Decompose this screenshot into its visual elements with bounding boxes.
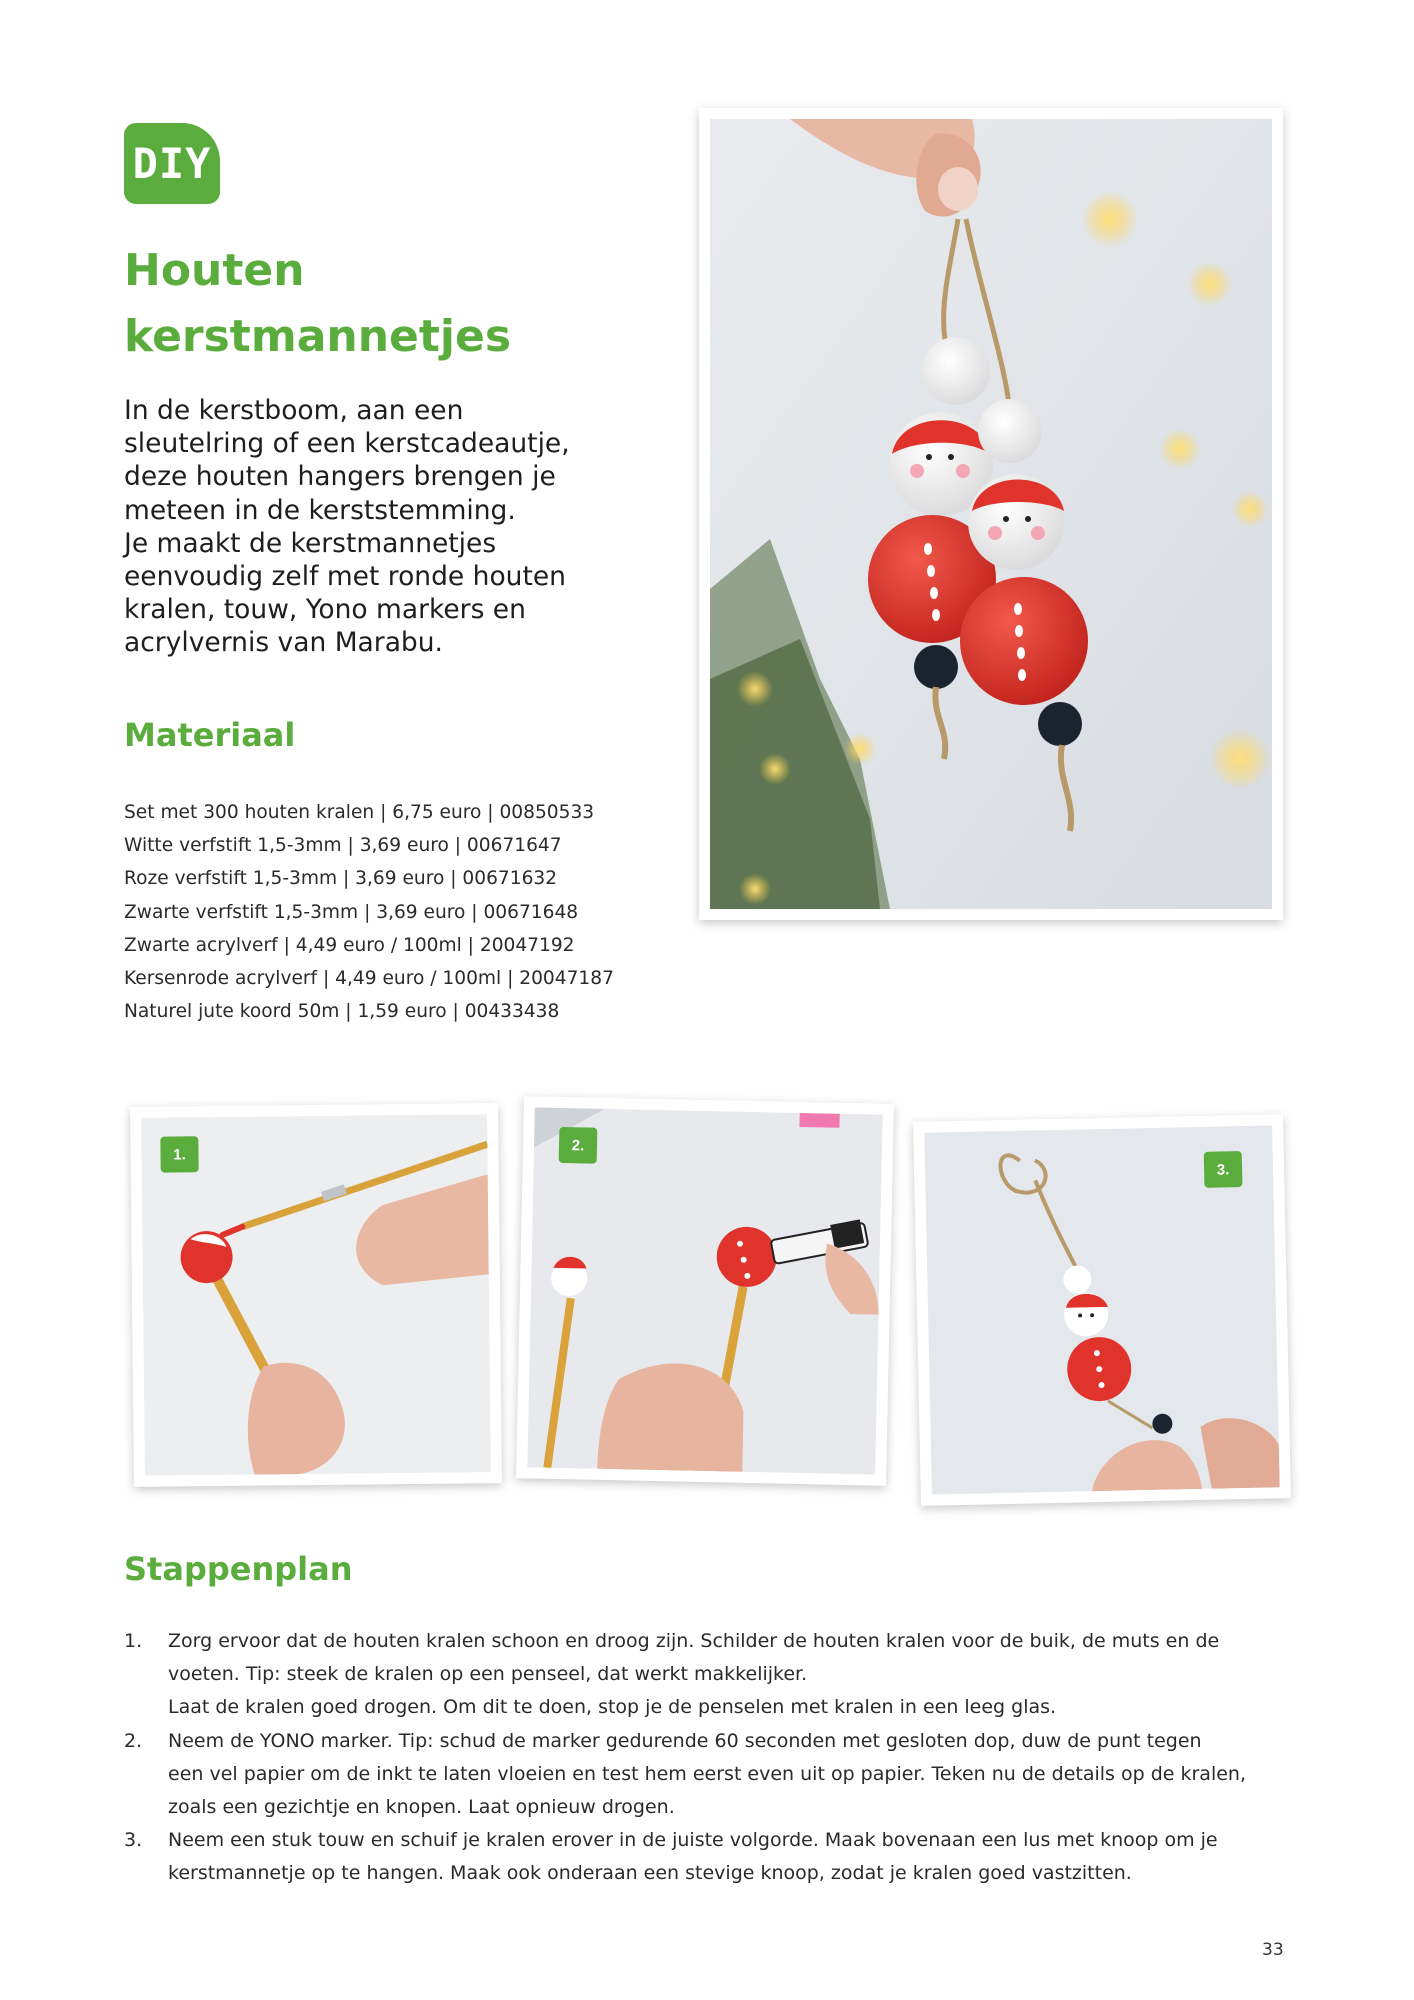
page-title bbox=[124, 238, 644, 370]
intro-line: Je maakt de kerstmannetjes bbox=[124, 527, 497, 559]
step-line: kerstmannetje op te hangen. Maak ook onderaan een stevige knoop, zodat je kralen goed vastzitten. bbox=[168, 1862, 1132, 1885]
step-item bbox=[124, 1625, 1274, 1725]
diy-badge: DIY bbox=[124, 123, 220, 204]
title-line-1: Houten bbox=[124, 245, 305, 296]
step-number: 3. bbox=[124, 1829, 143, 1852]
intro-line: meteen in de kerststemming. bbox=[124, 494, 516, 526]
material-item: Zwarte verfstift 1,5-3mm | 3,69 euro | 00671648 bbox=[124, 901, 579, 923]
intro-line: kralen, touw, Yono markers en bbox=[124, 594, 526, 626]
step-item bbox=[124, 1725, 1274, 1825]
step-photo-2 bbox=[516, 1096, 894, 1486]
page-number: 33 bbox=[1262, 1940, 1284, 1960]
intro-line: acrylvernis van Marabu. bbox=[124, 627, 443, 659]
step-badge-2: 2. bbox=[559, 1127, 598, 1164]
step-line: voeten. Tip: steek de kralen op een penseel, dat werkt makkelijker. bbox=[168, 1663, 808, 1686]
materials-list bbox=[124, 796, 684, 1028]
step-text bbox=[168, 1625, 1274, 1725]
intro-line: deze houten hangers brengen je bbox=[124, 461, 556, 493]
material-item: Kersenrode acrylverf | 4,49 euro / 100ml | 20047187 bbox=[124, 968, 614, 990]
intro-line: In de kerstboom, aan een bbox=[124, 395, 464, 426]
step-photo-3 bbox=[913, 1114, 1291, 1506]
material-item: Set met 300 houten kralen | 6,75 euro | 00850533 bbox=[124, 802, 595, 823]
steps-heading: Stappenplan bbox=[124, 1550, 353, 1588]
step-number: 1. bbox=[124, 1630, 143, 1652]
step-line: Laat de kralen goed drogen. Om dit te doen, stop je de penselen met kralen in een leeg glas. bbox=[168, 1696, 1057, 1719]
step-photo-1 bbox=[130, 1103, 502, 1487]
santa-ornaments-illustration bbox=[710, 119, 1272, 909]
materials-heading: Materiaal bbox=[124, 716, 296, 754]
step-text bbox=[168, 1725, 1274, 1825]
step-badge-1: 1. bbox=[160, 1136, 198, 1172]
material-item: Roze verfstift 1,5-3mm | 3,69 euro | 00671632 bbox=[124, 868, 558, 890]
hero-photo bbox=[699, 108, 1283, 920]
step-line: Neem de YONO marker. Tip: schud de marker gedurende 60 seconden met gesloten dop, duw de punt tegen bbox=[168, 1729, 1202, 1752]
step-line: een vel papier om de inkt te laten vloeien en test hem eerst even uit op papier. Teken nu de details op de kralen, bbox=[168, 1762, 1246, 1785]
intro-line: eenvoudig zelf met ronde houten bbox=[124, 561, 566, 593]
step-text bbox=[168, 1824, 1274, 1890]
step-line: zoals een gezichtje en knopen. Laat opnieuw drogen. bbox=[168, 1796, 675, 1819]
material-item: Witte verfstift 1,5-3mm | 3,69 euro | 00671647 bbox=[124, 835, 562, 857]
intro-paragraph bbox=[124, 394, 644, 660]
step-item bbox=[124, 1824, 1274, 1890]
title-line-2: kerstmannetjes bbox=[124, 311, 512, 362]
step-number: 2. bbox=[124, 1729, 143, 1752]
step-line: Neem een stuk touw en schuif je kralen erover in de juiste volgorde. Maak bovenaan een lus met knoop om je bbox=[168, 1829, 1218, 1852]
steps-list bbox=[124, 1625, 1274, 1891]
material-item: Zwarte acrylverf | 4,49 euro / 100ml | 20047192 bbox=[124, 934, 575, 956]
step-badge-3: 3. bbox=[1204, 1151, 1243, 1188]
material-item: Naturel jute koord 50m | 1,59 euro | 00433438 bbox=[124, 1001, 560, 1023]
step-line: Zorg ervoor dat de houten kralen schoon en droog zijn. Schilder de houten kralen voor de buik, de muts en de bbox=[168, 1630, 1220, 1652]
intro-line: sleutelring of een kerstcadeautje, bbox=[124, 428, 570, 460]
